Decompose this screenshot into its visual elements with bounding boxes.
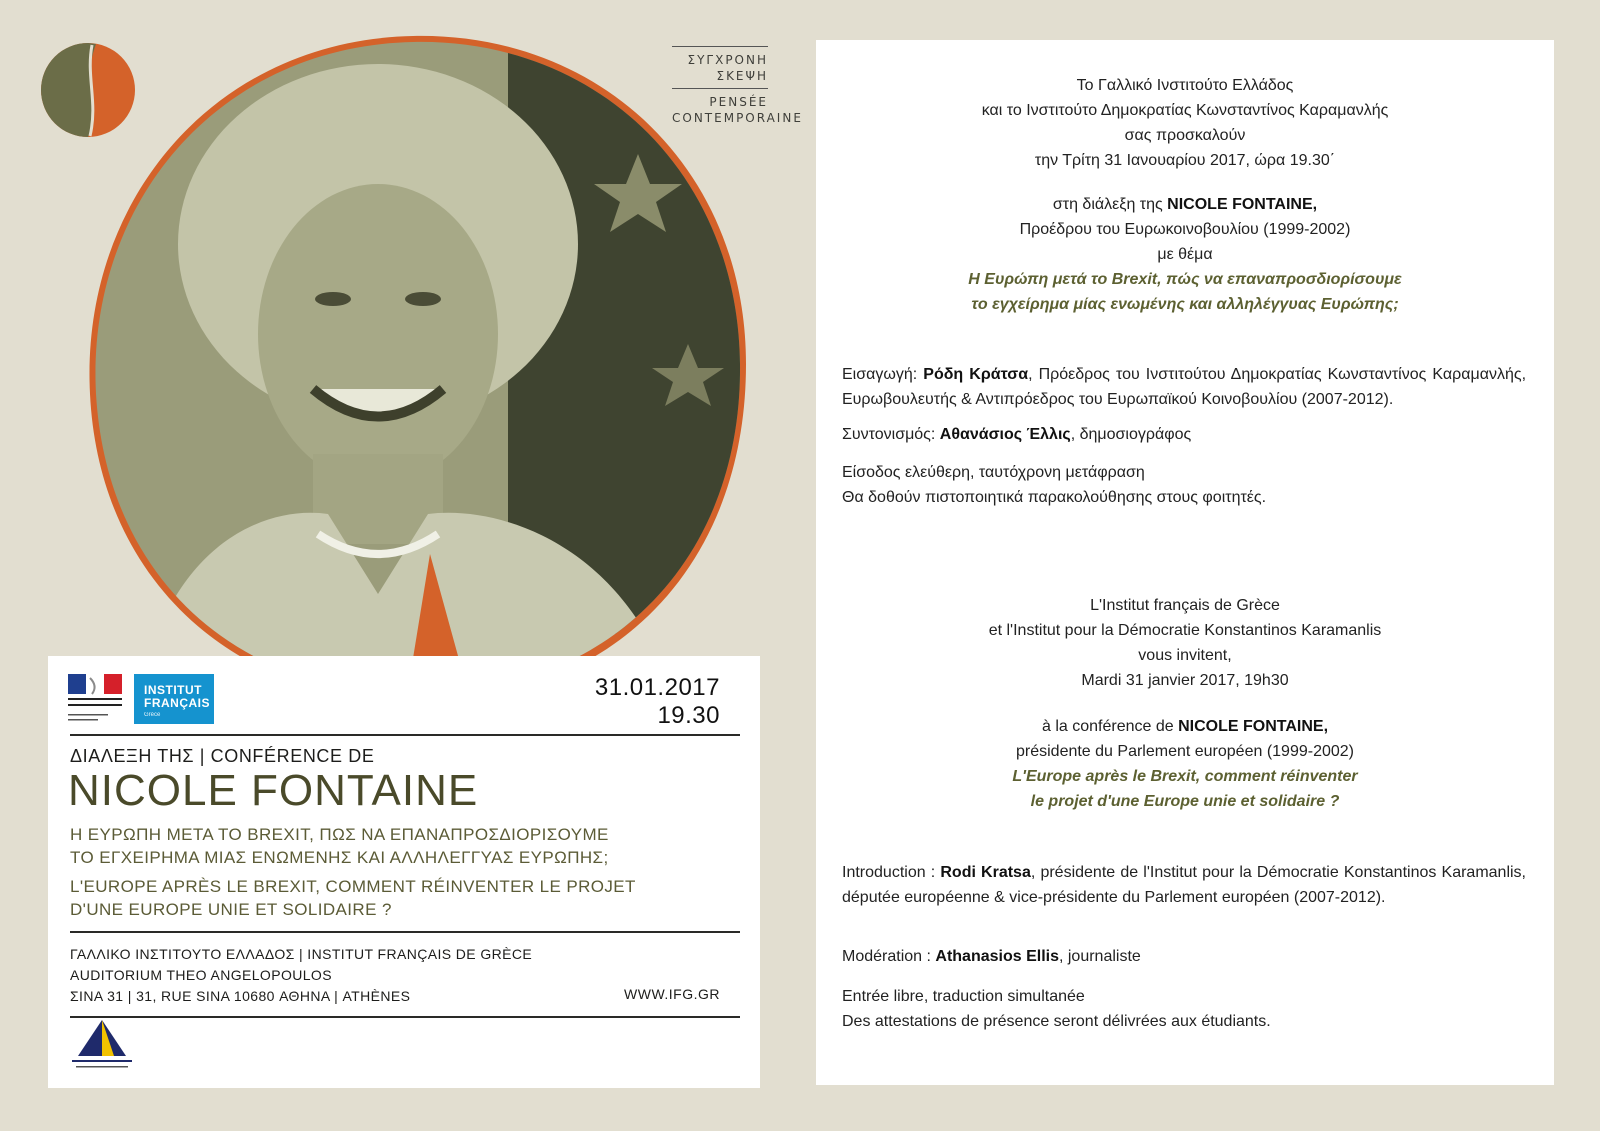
invite-fr-mod-name: Athanasios Ellis xyxy=(935,948,1059,965)
invite-fr-line4: Mardi 31 janvier 2017, 19h30 xyxy=(1081,672,1289,689)
invite-gr-topic-line2: το εγχείρημα μίας ενωμένης και αλληλέγγυας Ευρώπης; xyxy=(971,296,1399,313)
invite-gr-mod-label: Συντονισμός: xyxy=(842,426,936,443)
invite-fr-line1: L'Institut français de Grèce xyxy=(1090,597,1280,614)
invite-gr-line1: Το Γαλλικό Ινστιτούτο Ελλάδος xyxy=(1076,77,1294,94)
invite-fr-line3: vous invitent, xyxy=(1138,647,1232,664)
invite-fr-topic-line1: L'Europe après le Brexit, comment réinventer xyxy=(1012,768,1358,785)
event-datetime xyxy=(595,674,720,730)
invite-fr-practical-info xyxy=(842,984,1526,1034)
website-link[interactable]: WWW.IFG.GR xyxy=(624,986,720,1002)
invite-gr-topic-line1: Η Ευρώπη μετά το Brexit, πώς να επαναπροσδιορίσουμε xyxy=(968,271,1402,288)
invite-fr-intro-label: Introduction : xyxy=(842,864,936,881)
divider xyxy=(70,931,740,933)
lecture-label: ΔΙΑΛΕΞΗ ΤΗΣ | CONFÉRENCE DE xyxy=(70,746,375,766)
speaker-name: NICOLE FONTAINE xyxy=(68,766,479,815)
invite-gr-line3: σας προσκαλούν xyxy=(1124,127,1246,144)
invite-fr-intro-text: , présidente de l'Institut pour la Démocratie Konstantinos Karamanlis, députée européenne & vice-présidente du Parlement européen (2007-2012). xyxy=(842,864,1527,906)
invite-gr-entry: Είσοδος ελεύθερη, ταυτόχρονη μετάφραση xyxy=(842,464,1145,481)
invite-fr-introduction xyxy=(842,860,1526,910)
series-greek-line2: ΣΚΕΨΗ xyxy=(716,69,768,83)
invite-gr-intro-label: Εισαγωγή: xyxy=(842,366,918,383)
invite-greek-header xyxy=(816,73,1554,173)
invite-gr-line4: την Τρίτη 31 Ιανουαρίου 2017, ώρα 19.30΄ xyxy=(1034,152,1336,169)
divider xyxy=(70,1016,740,1018)
topic-french xyxy=(70,875,740,921)
venue-line3: ΣΙΝΑ 31 | 31, RUE SINA 10680 ΑΘΗΝΑ | ATHÈNES xyxy=(70,988,411,1004)
invite-fr-moderation xyxy=(842,944,1526,969)
invite-fr-entry: Entrée libre, traduction simultanée xyxy=(842,988,1085,1005)
venue-line1: ΓΑΛΛΙΚΟ ΙΝΣΤΙΤΟΥΤΟ ΕΛΛΑΔΟΣ | INSTITUT FRANÇAIS DE GRÈCE xyxy=(70,946,533,962)
invite-fr-mod-label: Modération : xyxy=(842,948,931,965)
topic-french-line2: D'UNE EUROPE UNIE ET SOLIDAIRE ? xyxy=(70,900,392,919)
invite-gr-role: Προέδρου του Ευρωκοινοβουλίου (1999-2002) xyxy=(1019,221,1351,238)
event-card xyxy=(48,656,760,1088)
invite-gr-line2: και το Ινστιτούτο Δημοκρατίας Κωνσταντίνος Καραμανλής xyxy=(981,102,1389,119)
invite-fr-lecture-prefix: à la conférence de xyxy=(1041,718,1174,735)
invite-gr-certificates: Θα δοθούν πιστοποιητικά παρακολούθησης στους φοιτητές. xyxy=(842,489,1267,506)
speaker-portrait xyxy=(78,34,748,714)
invite-gr-practical-info xyxy=(842,460,1526,510)
series-greek-line1: ΣΥΓΧΡΟΝΗ xyxy=(687,53,768,67)
if-logo-sub: Grèce xyxy=(144,712,161,718)
republique-francaise-logo xyxy=(68,674,124,726)
invite-french-lecture xyxy=(816,714,1554,814)
invite-gr-mod-name: Αθανάσιος Έλλις xyxy=(939,426,1071,443)
invite-gr-intro-text: , Πρόεδρος του Ινστιτούτου Δημοκρατίας Κωνσταντίνος Καραμανλής, Ευρωβουλευτής & Αντιπρόεδρος του Ευρωπαϊκού Κοινοβουλίου (2007-2012). xyxy=(842,366,1527,408)
topic-greek-line2: ΤΟ ΕΓΧΕΙΡΗΜΑ ΜΙΑΣ ΕΝΩΜΕΝΗΣ ΚΑΙ ΑΛΛΗΛΕΓΓΥΑΣ ΕΥΡΩΠΗΣ; xyxy=(70,848,609,867)
venue-line2: AUDITORIUM THEO ANGELOPOULOS xyxy=(70,967,332,983)
invitation-panel xyxy=(816,40,1554,1085)
institut-francais-logo xyxy=(134,674,214,724)
invite-fr-intro-name: Rodi Kratsa xyxy=(940,864,1031,881)
invite-gr-theme: με θέμα xyxy=(1157,246,1213,263)
invite-gr-introduction xyxy=(842,362,1526,412)
divider xyxy=(70,734,740,736)
invite-fr-topic-line2: le projet d'une Europe unie et solidaire ? xyxy=(1030,793,1340,810)
if-logo-line1: INSTITUT xyxy=(144,683,202,697)
invite-gr-intro-name: Ρόδη Κράτσα xyxy=(923,366,1029,383)
topic-french-line1: L'EUROPE APRÈS LE BREXIT, COMMENT RÉINVENTER LE PROJET xyxy=(70,877,636,896)
series-french-line2: CONTEMPORAINE xyxy=(672,111,803,125)
event-time: 19.30 xyxy=(657,702,720,729)
venue-address xyxy=(70,944,532,1007)
invite-gr-lecture-prefix: στη διάλεξη της xyxy=(1052,196,1163,213)
topic-greek-line1: Η ΕΥΡΩΠΗ ΜΕΤΑ ΤΟ BREXIT, ΠΩΣ ΝΑ ΕΠΑΝΑΠΡΟΣΔΙΟΡΙΣΟΥΜΕ xyxy=(70,825,609,844)
karamanlis-institute-logo xyxy=(66,1016,138,1074)
event-date: 31.01.2017 xyxy=(594,674,720,701)
invite-gr-mod-text: , δημοσιογράφος xyxy=(1070,426,1192,443)
invite-fr-line2: et l'Institut pour la Démocratie Konstantinos Karamanlis xyxy=(988,622,1382,639)
invite-fr-speaker: NICOLE FONTAINE, xyxy=(1178,718,1329,735)
invite-fr-mod-text: , journaliste xyxy=(1058,948,1141,965)
invite-french-header xyxy=(816,593,1554,693)
invite-fr-certificates: Des attestations de présence seront délivrées aux étudiants. xyxy=(842,1013,1271,1030)
invite-gr-speaker: NICOLE FONTAINE, xyxy=(1167,196,1318,213)
topic-greek xyxy=(70,823,740,869)
if-logo-line2: FRANÇAIS xyxy=(144,696,210,710)
invite-fr-role: présidente du Parlement européen (1999-2002) xyxy=(1015,743,1354,760)
series-french-line1: PENSÉE xyxy=(709,95,768,109)
invite-greek-lecture xyxy=(816,192,1554,317)
invite-gr-moderation xyxy=(842,422,1526,447)
